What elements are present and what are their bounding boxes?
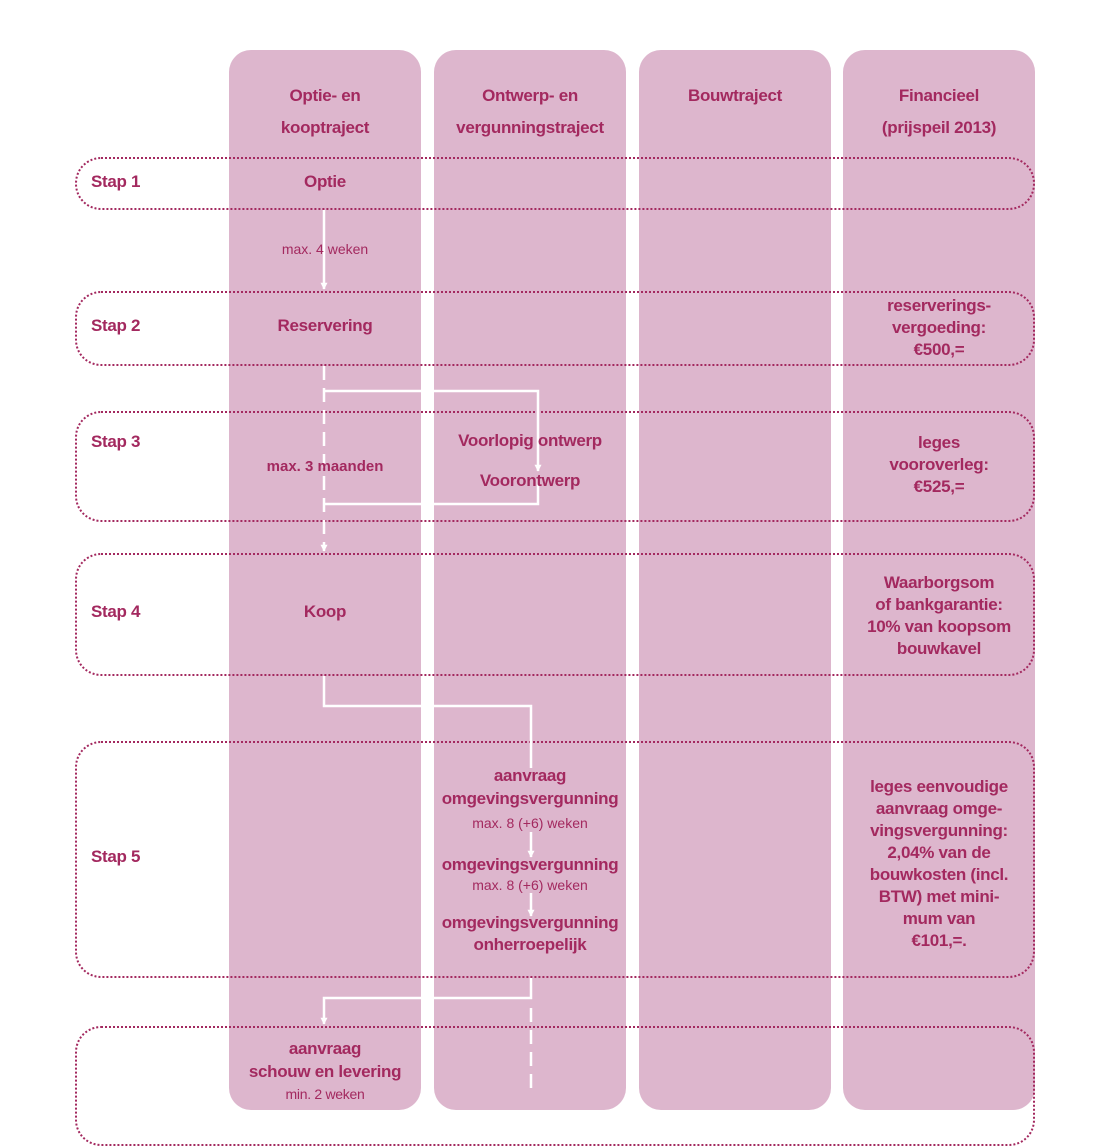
note-line: mum van (902, 909, 976, 928)
note-line: €101,=. (911, 931, 967, 950)
note-line: leges eenvoudige (870, 777, 1008, 796)
financial-note-5 (843, 776, 1035, 952)
koop-node: Koop (303, 602, 347, 621)
aanvraag-omgevingsvergunning-node (434, 764, 626, 810)
node-line: omgevingsvergunning (441, 789, 619, 808)
voorlopig-ontwerp-node: Voorlopig ontwerp (458, 431, 602, 450)
optie-node: Optie (304, 172, 346, 191)
step-label-1: Stap 1 (91, 172, 141, 191)
node-line: onherroepelijk (473, 935, 587, 954)
note-line: €500,= (913, 340, 965, 359)
note-line: aanvraag omge- (875, 799, 1003, 818)
financial-note-3 (843, 432, 1035, 498)
note-line: BTW) met mini- (878, 887, 1000, 906)
header-line: Financieel (898, 86, 980, 105)
node-line: aanvraag (288, 1039, 362, 1058)
header-line: kooptraject (280, 118, 370, 137)
duration-label-5a: max. 8 (+6) weken (472, 815, 588, 831)
duration-label-3: max. 3 maanden (266, 458, 384, 475)
step-label-4: Stap 4 (91, 602, 141, 621)
header-line: Optie- en (289, 86, 361, 105)
header-line: vergunningstraject (456, 118, 604, 137)
header-line: Bouwtraject (688, 86, 782, 105)
node-line: aanvraag (493, 766, 567, 785)
header-line: (prijspeil 2013) (881, 118, 997, 137)
note-line: of bankgarantie: (875, 595, 1003, 614)
note-line: 10% van koopsom (867, 617, 1011, 636)
step-label-5: Stap 5 (91, 847, 141, 866)
financial-note-2 (843, 295, 1035, 361)
omgevingsvergunning-node: omgevingsvergunning (441, 855, 619, 874)
reservering-node: Reservering (277, 316, 373, 335)
note-line: bouwkavel (896, 639, 982, 658)
note-line: €525,= (913, 477, 965, 496)
duration-label-5b: max. 8 (+6) weken (472, 877, 588, 893)
omgevingsvergunning-onherroepelijk-node (434, 912, 626, 956)
note-line: Waarborgsom (883, 573, 995, 592)
note-line: reserverings- (887, 296, 991, 315)
voorontwerp-node: Voorontwerp (479, 471, 581, 490)
note-line: leges (918, 433, 960, 452)
step-label-2: Stap 2 (91, 316, 141, 335)
duration-label-1: max. 4 weken (281, 241, 369, 257)
note-line: vingsvergunning: (870, 821, 1008, 840)
financial-note-4 (843, 572, 1035, 660)
schouw-levering-node (229, 1037, 421, 1106)
note-line: 2,04% van de (887, 843, 991, 862)
node-line: omgevingsvergunning (441, 913, 619, 932)
note-line: bouwkosten (incl. (869, 865, 1009, 884)
node-line: min. 2 weken (285, 1086, 365, 1102)
note-line: vooroverleg: (889, 455, 989, 474)
step-label-3: Stap 3 (91, 432, 141, 451)
header-line: Ontwerp- en (482, 86, 578, 105)
note-line: vergoeding: (892, 318, 986, 337)
node-line: schouw en levering (248, 1062, 402, 1081)
